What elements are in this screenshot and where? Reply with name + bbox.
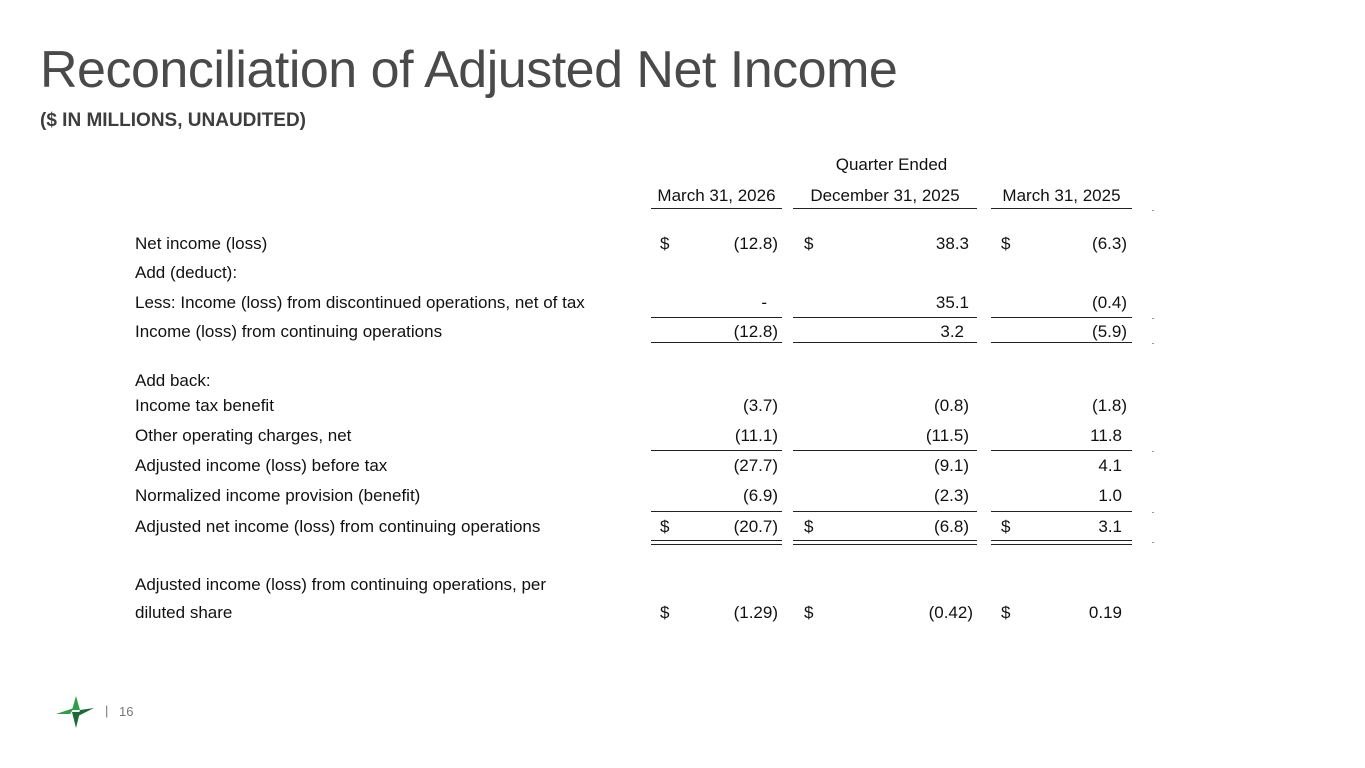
- value-cell: 4.1: [1098, 456, 1122, 475]
- currency-symbol: $: [804, 603, 814, 622]
- logo-mark-icon: [56, 694, 96, 730]
- currency-symbol: $: [660, 603, 670, 622]
- subtotal-rule: [991, 317, 1132, 318]
- row-label-per-share-line2: diluted share: [135, 603, 233, 622]
- edge-tick: [1152, 542, 1154, 543]
- subtotal-rule: [651, 450, 782, 451]
- subtotal-rule: [793, 317, 977, 318]
- value-cell: 35.1: [935, 293, 969, 312]
- row-label-add-deduct: Add (deduct):: [135, 263, 238, 282]
- value-cell: (1.29): [733, 603, 778, 622]
- total-double-rule: [793, 540, 977, 545]
- row-label-other-operating-charges: Other operating charges, net: [135, 426, 352, 445]
- column-header-dec-2025: December 31, 2025: [810, 186, 960, 205]
- row-label-add-back: Add back:: [135, 371, 211, 390]
- group-header: Quarter Ended: [835, 155, 948, 174]
- edge-tick: [1152, 318, 1154, 319]
- value-cell: 38.3: [935, 234, 969, 253]
- value-cell: (12.8): [733, 234, 778, 253]
- row-label-income-tax-benefit: Income tax benefit: [135, 396, 274, 415]
- value-cell: (11.5): [925, 426, 969, 445]
- value-cell: (27.7): [733, 456, 778, 475]
- row-label-adjusted-income-before-tax: Adjusted income (loss) before tax: [135, 456, 388, 475]
- value-cell: 0.19: [1088, 603, 1122, 622]
- value-cell: (0.4): [1092, 293, 1127, 312]
- edge-tick: [1152, 512, 1154, 513]
- value-cell: (0.42): [928, 603, 973, 622]
- subtotal-rule: [651, 511, 782, 512]
- value-cell: 11.8: [1090, 426, 1122, 445]
- value-cell: (6.8): [934, 517, 969, 536]
- row-label-per-share-line1: Adjusted income (loss) from continuing operations, per: [135, 575, 547, 594]
- header-underline: [991, 208, 1132, 209]
- page-title: Reconciliation of Adjusted Net Income: [40, 41, 898, 99]
- value-cell: 1.0: [1098, 486, 1122, 505]
- value-cell: (3.7): [743, 396, 778, 415]
- currency-symbol: $: [1001, 517, 1011, 536]
- page-subtitle: ($ IN MILLIONS, UNAUDITED): [40, 110, 306, 131]
- value-cell: (1.8): [1092, 396, 1127, 415]
- total-double-rule: [651, 540, 782, 545]
- row-label-normalized-income-provision: Normalized income provision (benefit): [135, 486, 421, 505]
- currency-symbol: $: [660, 517, 670, 536]
- value-cell: (12.8): [733, 322, 778, 341]
- currency-symbol: $: [804, 234, 814, 253]
- value-cell: (2.3): [934, 486, 969, 505]
- currency-symbol: $: [1001, 234, 1011, 253]
- subtotal-rule: [793, 511, 977, 512]
- column-header-mar-2026: March 31, 2026: [657, 186, 776, 205]
- edge-tick: [1152, 343, 1154, 344]
- edge-tick: [1152, 451, 1154, 452]
- subtotal-rule: [991, 450, 1132, 451]
- row-label-adjusted-net-income: Adjusted net income (loss) from continuing operations: [135, 517, 541, 536]
- header-underline: [651, 208, 782, 209]
- row-label-net-income: Net income (loss): [135, 234, 268, 253]
- subtotal-rule: [991, 511, 1132, 512]
- value-cell: -: [761, 293, 767, 312]
- footer-separator: |: [105, 703, 109, 718]
- column-header-mar-2025: March 31, 2025: [1002, 186, 1121, 205]
- value-cell: (5.9): [1092, 322, 1127, 341]
- subtotal-rule: [793, 450, 977, 451]
- company-logo: [56, 694, 96, 730]
- subtotal-rule: [651, 342, 782, 343]
- value-cell: 3.2: [940, 322, 964, 341]
- header-underline: [793, 208, 977, 209]
- currency-symbol: $: [1001, 603, 1011, 622]
- currency-symbol: $: [804, 517, 814, 536]
- subtotal-rule: [651, 317, 782, 318]
- value-cell: (6.3): [1092, 234, 1127, 253]
- subtotal-rule: [991, 342, 1132, 343]
- value-cell: (11.1): [734, 426, 778, 445]
- value-cell: 3.1: [1098, 517, 1122, 536]
- total-double-rule: [991, 540, 1132, 545]
- edge-tick: [1152, 210, 1154, 211]
- page-number: 16: [119, 704, 134, 719]
- row-label-continuing-ops: Income (loss) from continuing operations: [135, 322, 443, 341]
- row-label-discontinued-ops: Less: Income (loss) from discontinued operations, net of tax: [135, 293, 585, 312]
- currency-symbol: $: [660, 234, 670, 253]
- value-cell: (0.8): [934, 396, 969, 415]
- value-cell: (20.7): [733, 517, 778, 536]
- subtotal-rule: [793, 342, 977, 343]
- value-cell: (6.9): [743, 486, 778, 505]
- value-cell: (9.1): [934, 456, 969, 475]
